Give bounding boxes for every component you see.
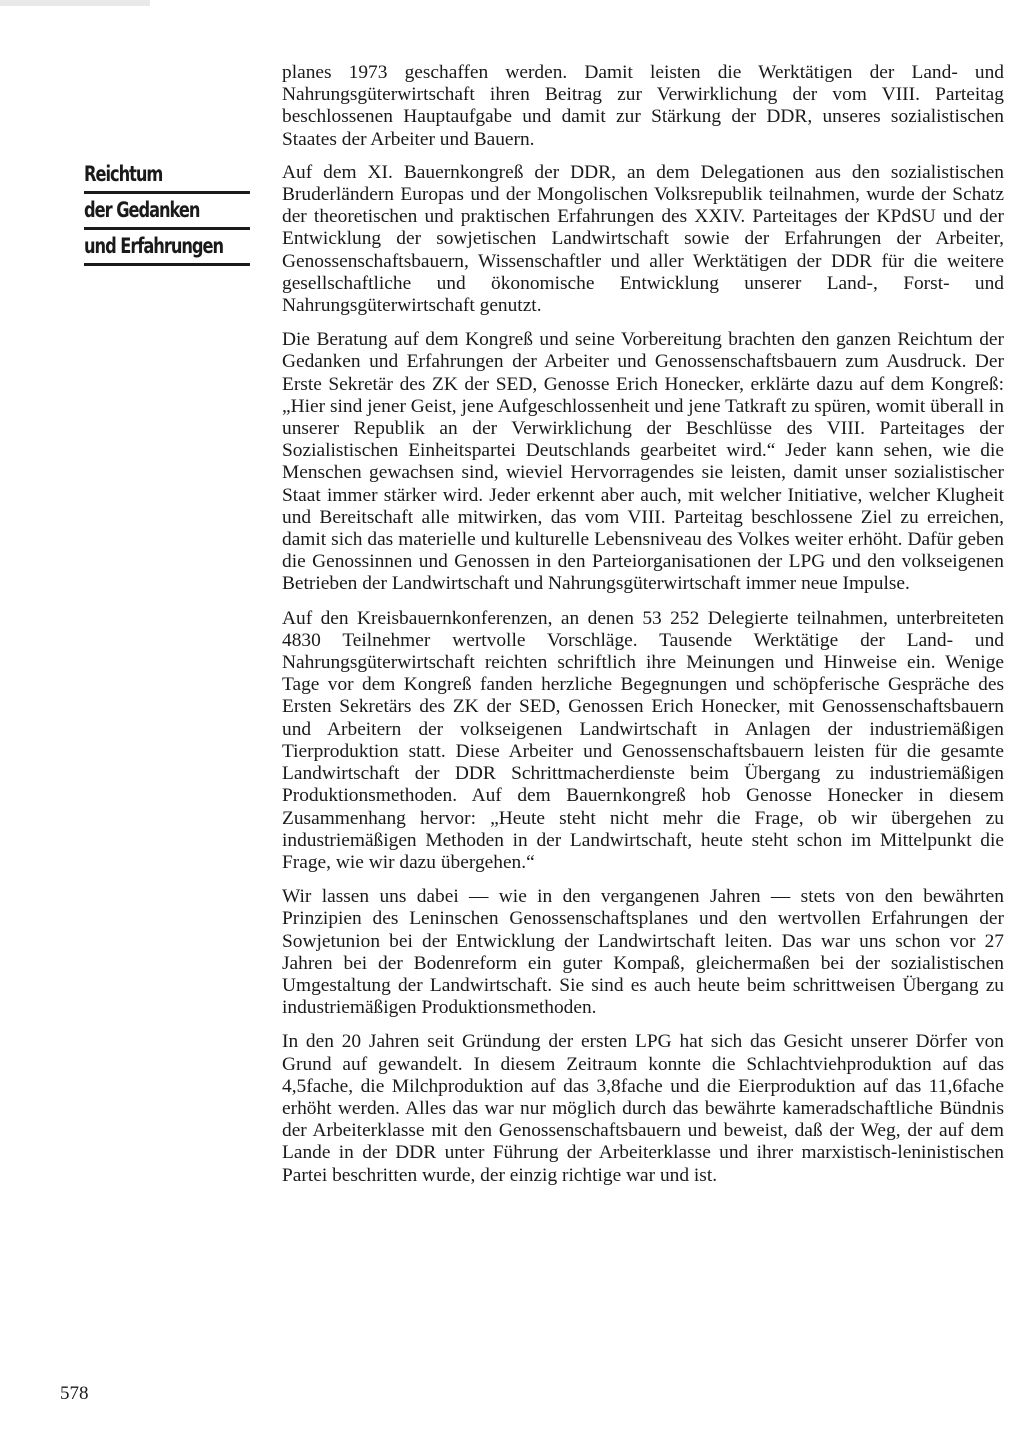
- paragraph-3: Die Beratung auf dem Kongreß und seine Vorbereitung brachten den ganzen Reichtum der Gedanken und Erfahrungen der Arbeiter und Genossenschaftsbauern zum Ausdruck. Der Erste Sekretär des ZK der SED, Genosse Erich Honecker, erklärte dazu auf dem Kongreß: „Hier sind jener Geist, jene Aufgeschlossenheit und jene Tatkraft zu spüren, womit überall in unserer Republik an der Verwirklichung der Beschlüsse des VIII. Parteitages der Sozialistischen Einheitspartei Deutschlands gearbeitet wird.“ Jeder kann sehen, wie die Menschen gewachsen sind, wieviel Hervorragendes sie leisten, damit unser sozialistischer Staat immer stärker wird. Jeder erkennt aber auch, mit welcher Initiative, welcher Klugheit und Bereitschaft alle mitwirken, das vom VIII. Parteitag beschlossene Ziel zu erreichen, damit sich das materielle und kulturelle Lebensniveau des Volkes weiter erhöht. Dafür geben die Genossinnen und Genossen in den Parteiorganisationen der LPG und den volkseigenen Betrieben der Landwirtschaft und Nahrungsgüterwirtschaft immer neue Impulse.: [282, 329, 1004, 595]
- paragraph-4: Auf den Kreisbauernkonferenzen, an denen 53 252 Delegierte teilnahmen, unterbreiteten 4830 Teilnehmer wertvolle Vorschläge. Tausende Werktätige der Land- und Nahrungsgüterwirtschaft reichten schriftlich ihre Meinungen und Hinweise ein. Wenige Tage vor dem Kongreß fanden herzliche Begegnungen und schöpferische Gespräche des Ersten Sekretärs des ZK der SED, Genossen Erich Honecker, mit Genossenschaftsbauern und Arbeitern der volkseigenen Landwirtschaft in Anlagen der industriemäßigen Tierproduktion statt. Diese Arbeiter und Genossenschaftsbauern leisten für die gesamte Landwirtschaft der DDR Schrittmacherdienste beim Übergang zu industriemäßigen Produktionsmethoden. Auf dem Bauernkongreß hob Genosse Honecker in diesem Zusammenhang hervor: „Heute steht nicht mehr die Frage, ob wir übergehen zu industriemäßigen Methoden in der Landwirtschaft, heute steht schon im Mittelpunkt die Frage, wie wir dazu übergehen.“: [282, 607, 1004, 873]
- marginal-heading: [84, 162, 250, 270]
- paragraph-6: In den 20 Jahren seit Gründung der ersten LPG hat sich das Gesicht unserer Dörfer von Grund auf gewandelt. In diesem Zeitraum konnte die Schlachtviehproduktion auf das 4,5fache, die Milchproduktion auf das 3,8fache und die Eierproduktion auf das 11,6fache erhöht werden. Alles das war nur möglich durch das bewährte kameradschaftliche Bündnis der Arbeiterklasse mit den Genossenschaftsbauern und beweist, daß der Weg, der auf dem Lande in der DDR unter Führung der Arbeiterklasse und ihrer marxistisch-leninistischen Partei beschritten wurde, der einzig richtige war und ist.: [282, 1031, 1004, 1186]
- marginal-heading-line-1: Reichtum: [84, 162, 250, 194]
- body-text: [282, 62, 1004, 1199]
- paragraph-2: Auf dem XI. Bauernkongreß der DDR, an dem Delegationen aus den sozialistischen Bruderländern Europas und der Mongolischen Volksrepublik teilnahmen, wurde der Schatz der theoretischen und praktischen Erfahrungen des XXIV. Parteitages der KPdSU und der Entwicklung der sowjetischen Landwirtschaft sowie der Erfahrungen der Arbeiter, Genossenschaftsbauern, Wissenschaftler und aller Werktätigen der DDR für die weitere gesellschaftliche und ökonomische Entwicklung unserer Land-, Forst- und Nahrungsgüterwirtschaft genutzt.: [282, 161, 1004, 317]
- page-number: 578: [60, 1383, 89, 1404]
- marginal-heading-line-3: und Erfahrungen: [84, 234, 250, 266]
- paragraph-5: Wir lassen uns dabei — wie in den vergangenen Jahren — stets von den bewährten Prinzipien des Leninschen Genossenschaftsplanes und den wertvollen Erfahrungen der Sowjetunion bei der Entwicklung der Landwirtschaft leiten. Das war uns schon vor 27 Jahren bei der Bodenreform ein guter Kompaß, gleichermaßen bei der sozialistischen Umgestaltung der Landwirtschaft. Sie sind es auch heute beim schrittweisen Übergang zu industriemäßigen Produktionsmethoden.: [282, 886, 1004, 1019]
- paragraph-1: planes 1973 geschaffen werden. Damit leisten die Werktätigen der Land- und Nahrungsgüterwirtschaft ihren Beitrag zur Verwirklichung der vom VIII. Parteitag beschlossenen Hauptaufgabe und damit zur Stärkung der DDR, unseres sozialistischen Staates der Arbeiter und Bauern.: [282, 62, 1004, 150]
- marginal-heading-line-2: der Gedanken: [84, 198, 250, 230]
- scan-corner-mark: [0, 0, 150, 6]
